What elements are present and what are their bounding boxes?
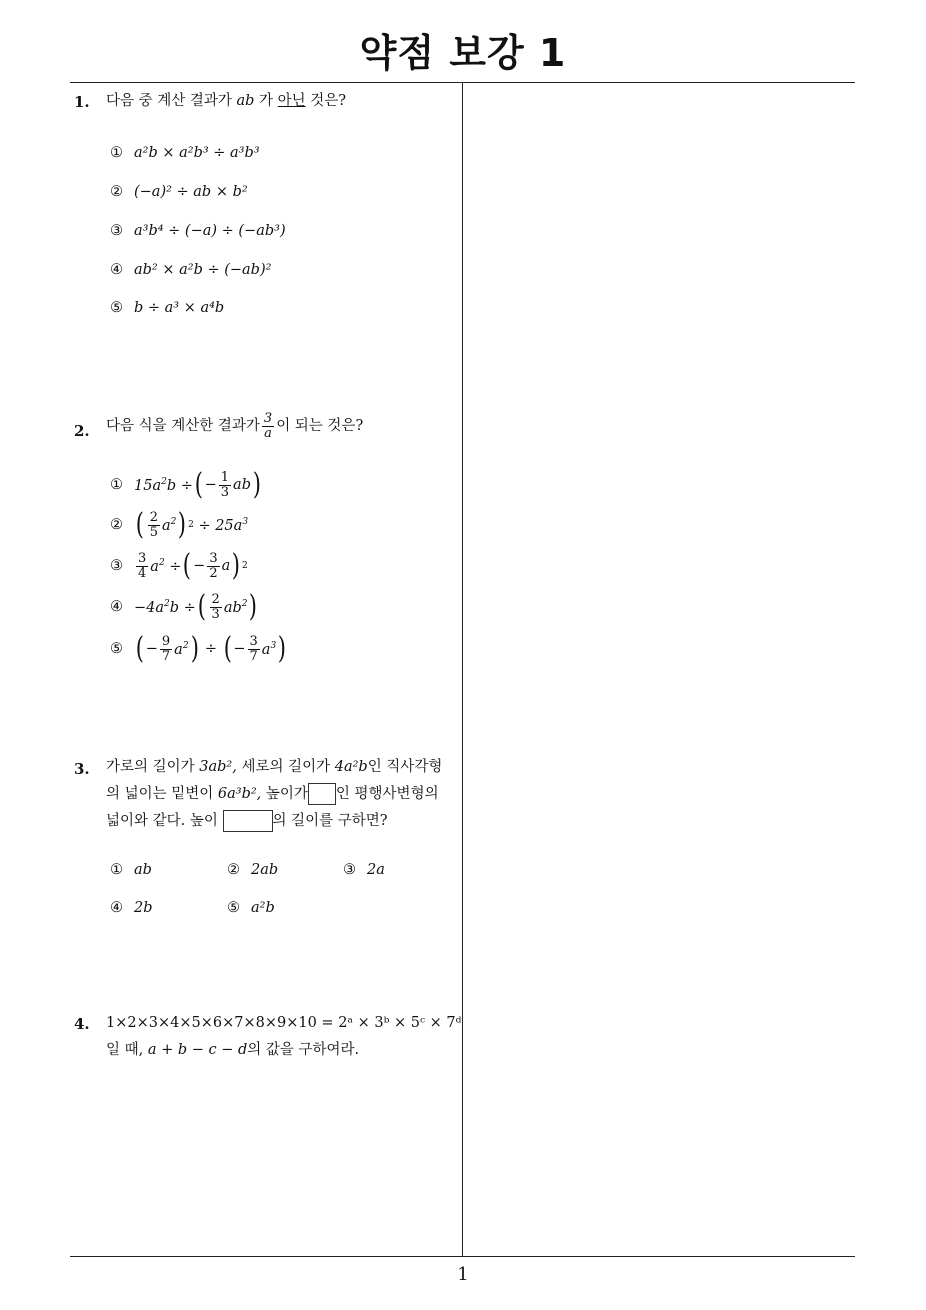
option-expr: a²b × a²b³ ÷ a³b³: [134, 145, 260, 161]
q3-option-5[interactable]: [227, 900, 275, 916]
question-4-line-1: 1×2×3×4×5×6×7×8×9×10 = 2ᵃ × 3ᵇ × 5ᶜ × 7ᵈ: [106, 1015, 462, 1031]
option-mark: ④: [110, 599, 123, 615]
q3-line1-b: 3ab²,: [199, 759, 242, 775]
q1-option-1[interactable]: [110, 145, 260, 161]
question-2-text: [106, 412, 363, 441]
option-expr: b ÷ a³ × a⁴b: [134, 300, 225, 316]
q3-line3-b: 의 길이를 구하면?: [272, 813, 388, 829]
q3-line2-b: 6a³b²,: [217, 786, 266, 802]
q1-var: ab: [236, 93, 255, 109]
option-mark: ①: [110, 477, 123, 493]
q1-text-c: 것은?: [305, 93, 347, 109]
q2-text-a: 다음 식을 계산한 결과가: [106, 418, 260, 434]
option-mark: ④: [110, 900, 123, 916]
option-expr: ab: [134, 862, 152, 878]
option-expr: a³b⁴ ÷ (−a) ÷ (−ab³): [134, 223, 286, 239]
q1-option-4[interactable]: [110, 262, 271, 278]
option-expr: a²b: [251, 900, 275, 916]
question-3-line-1: [106, 754, 442, 781]
option-mark: ③: [110, 558, 123, 574]
q3-line3-a: 넓이와 같다. 높이: [106, 813, 218, 829]
q2-option-1[interactable]: ① $15a^2b$ ÷ ( − $\frac{1}{3}$ ab ): [110, 467, 261, 502]
option-mark: ③: [110, 223, 123, 239]
q4-line2-b: a + b − c − d: [147, 1042, 248, 1058]
q3-line2-a: 의 넓이는 밑변이: [106, 786, 218, 802]
page-title: 약점 보강 1: [359, 31, 567, 75]
option-mark: ⑤: [227, 900, 240, 916]
q1-text-a: 다음 중 계산 결과가: [106, 93, 237, 109]
option-mark: ③: [343, 862, 356, 878]
q3-option-1[interactable]: [110, 862, 152, 878]
question-3-line-3: [106, 808, 388, 835]
option-expr: 2b: [134, 900, 153, 916]
column-divider: [462, 82, 463, 1257]
option-expr: ab² × a²b ÷ (−ab)²: [134, 262, 272, 278]
q2-target-fraction: [262, 412, 274, 441]
answer-blank-box: [223, 810, 273, 832]
answer-blank-box: [308, 783, 336, 805]
question-1-text: [106, 88, 346, 115]
question-4-number: 4.: [74, 1015, 90, 1033]
option-mark: ⑤: [110, 300, 123, 316]
option-mark: ①: [110, 145, 123, 161]
q2-option-5[interactable]: ⑤ ( − $\frac{9}{7}$ $a^2$ ) ÷ ( − $\frac{3}{7}$ $a^3$ ): [110, 631, 287, 666]
option-expr: (−a)² ÷ ab × b²: [134, 184, 248, 200]
question-3-number: 3.: [74, 760, 90, 778]
q3-line1-e: 인 직사각형: [367, 759, 443, 775]
option-mark: ⑤: [110, 641, 123, 657]
option-mark: ②: [110, 184, 123, 200]
q3-line2-d: 인 평행사변형의: [335, 786, 439, 802]
option-mark: ④: [110, 262, 123, 278]
q3-option-4[interactable]: [110, 900, 153, 916]
option-expr: 2a: [367, 862, 385, 878]
q2-option-2[interactable]: ② ( $\frac{2}{5}$ $a^2$ ) 2 ÷ $25a^3$: [110, 507, 249, 542]
q2-option-3[interactable]: ③ $\frac{3}{4}$ $a^2$ ÷ ( − $\frac{3}{2}$ a ) 2: [110, 548, 248, 583]
q1-underlined: 아닌: [277, 93, 306, 109]
option-expr: 2ab: [251, 862, 279, 878]
q3-option-3[interactable]: [343, 862, 385, 878]
q1-option-3[interactable]: [110, 223, 286, 239]
q1-option-2[interactable]: [110, 184, 248, 200]
q4-line2-c: 의 값을 구하여라.: [247, 1042, 360, 1058]
q2-text-b: 이 되는 것은?: [276, 418, 364, 434]
q3-option-2[interactable]: [227, 862, 278, 878]
q1-option-5[interactable]: [110, 300, 224, 316]
fraction-denominator: a: [264, 426, 272, 441]
q4-line2-a: 일 때,: [106, 1042, 148, 1058]
fraction-numerator: 3: [263, 411, 273, 426]
q3-line1-c: 세로의 길이가: [241, 759, 335, 775]
question-1-number: 1.: [74, 93, 90, 111]
q3-line2-c: 높이가: [265, 786, 308, 802]
option-mark: ①: [110, 862, 123, 878]
page-number: 1: [457, 1264, 469, 1285]
q2-option-4[interactable]: ④ $-4a^2b$ ÷ ( $\frac{2}{3}$ $ab^2$ ): [110, 589, 258, 624]
question-3-line-2: [106, 781, 439, 808]
q3-line1-a: 가로의 길이가: [106, 759, 200, 775]
question-4-line-2: [106, 1037, 359, 1064]
option-mark: ②: [227, 862, 240, 878]
q1-text-b: 가: [254, 93, 278, 109]
option-mark: ②: [110, 517, 123, 533]
footer-rule: [70, 1256, 855, 1257]
q3-line1-d: 4a²b: [334, 759, 368, 775]
question-2-number: 2.: [74, 422, 90, 440]
